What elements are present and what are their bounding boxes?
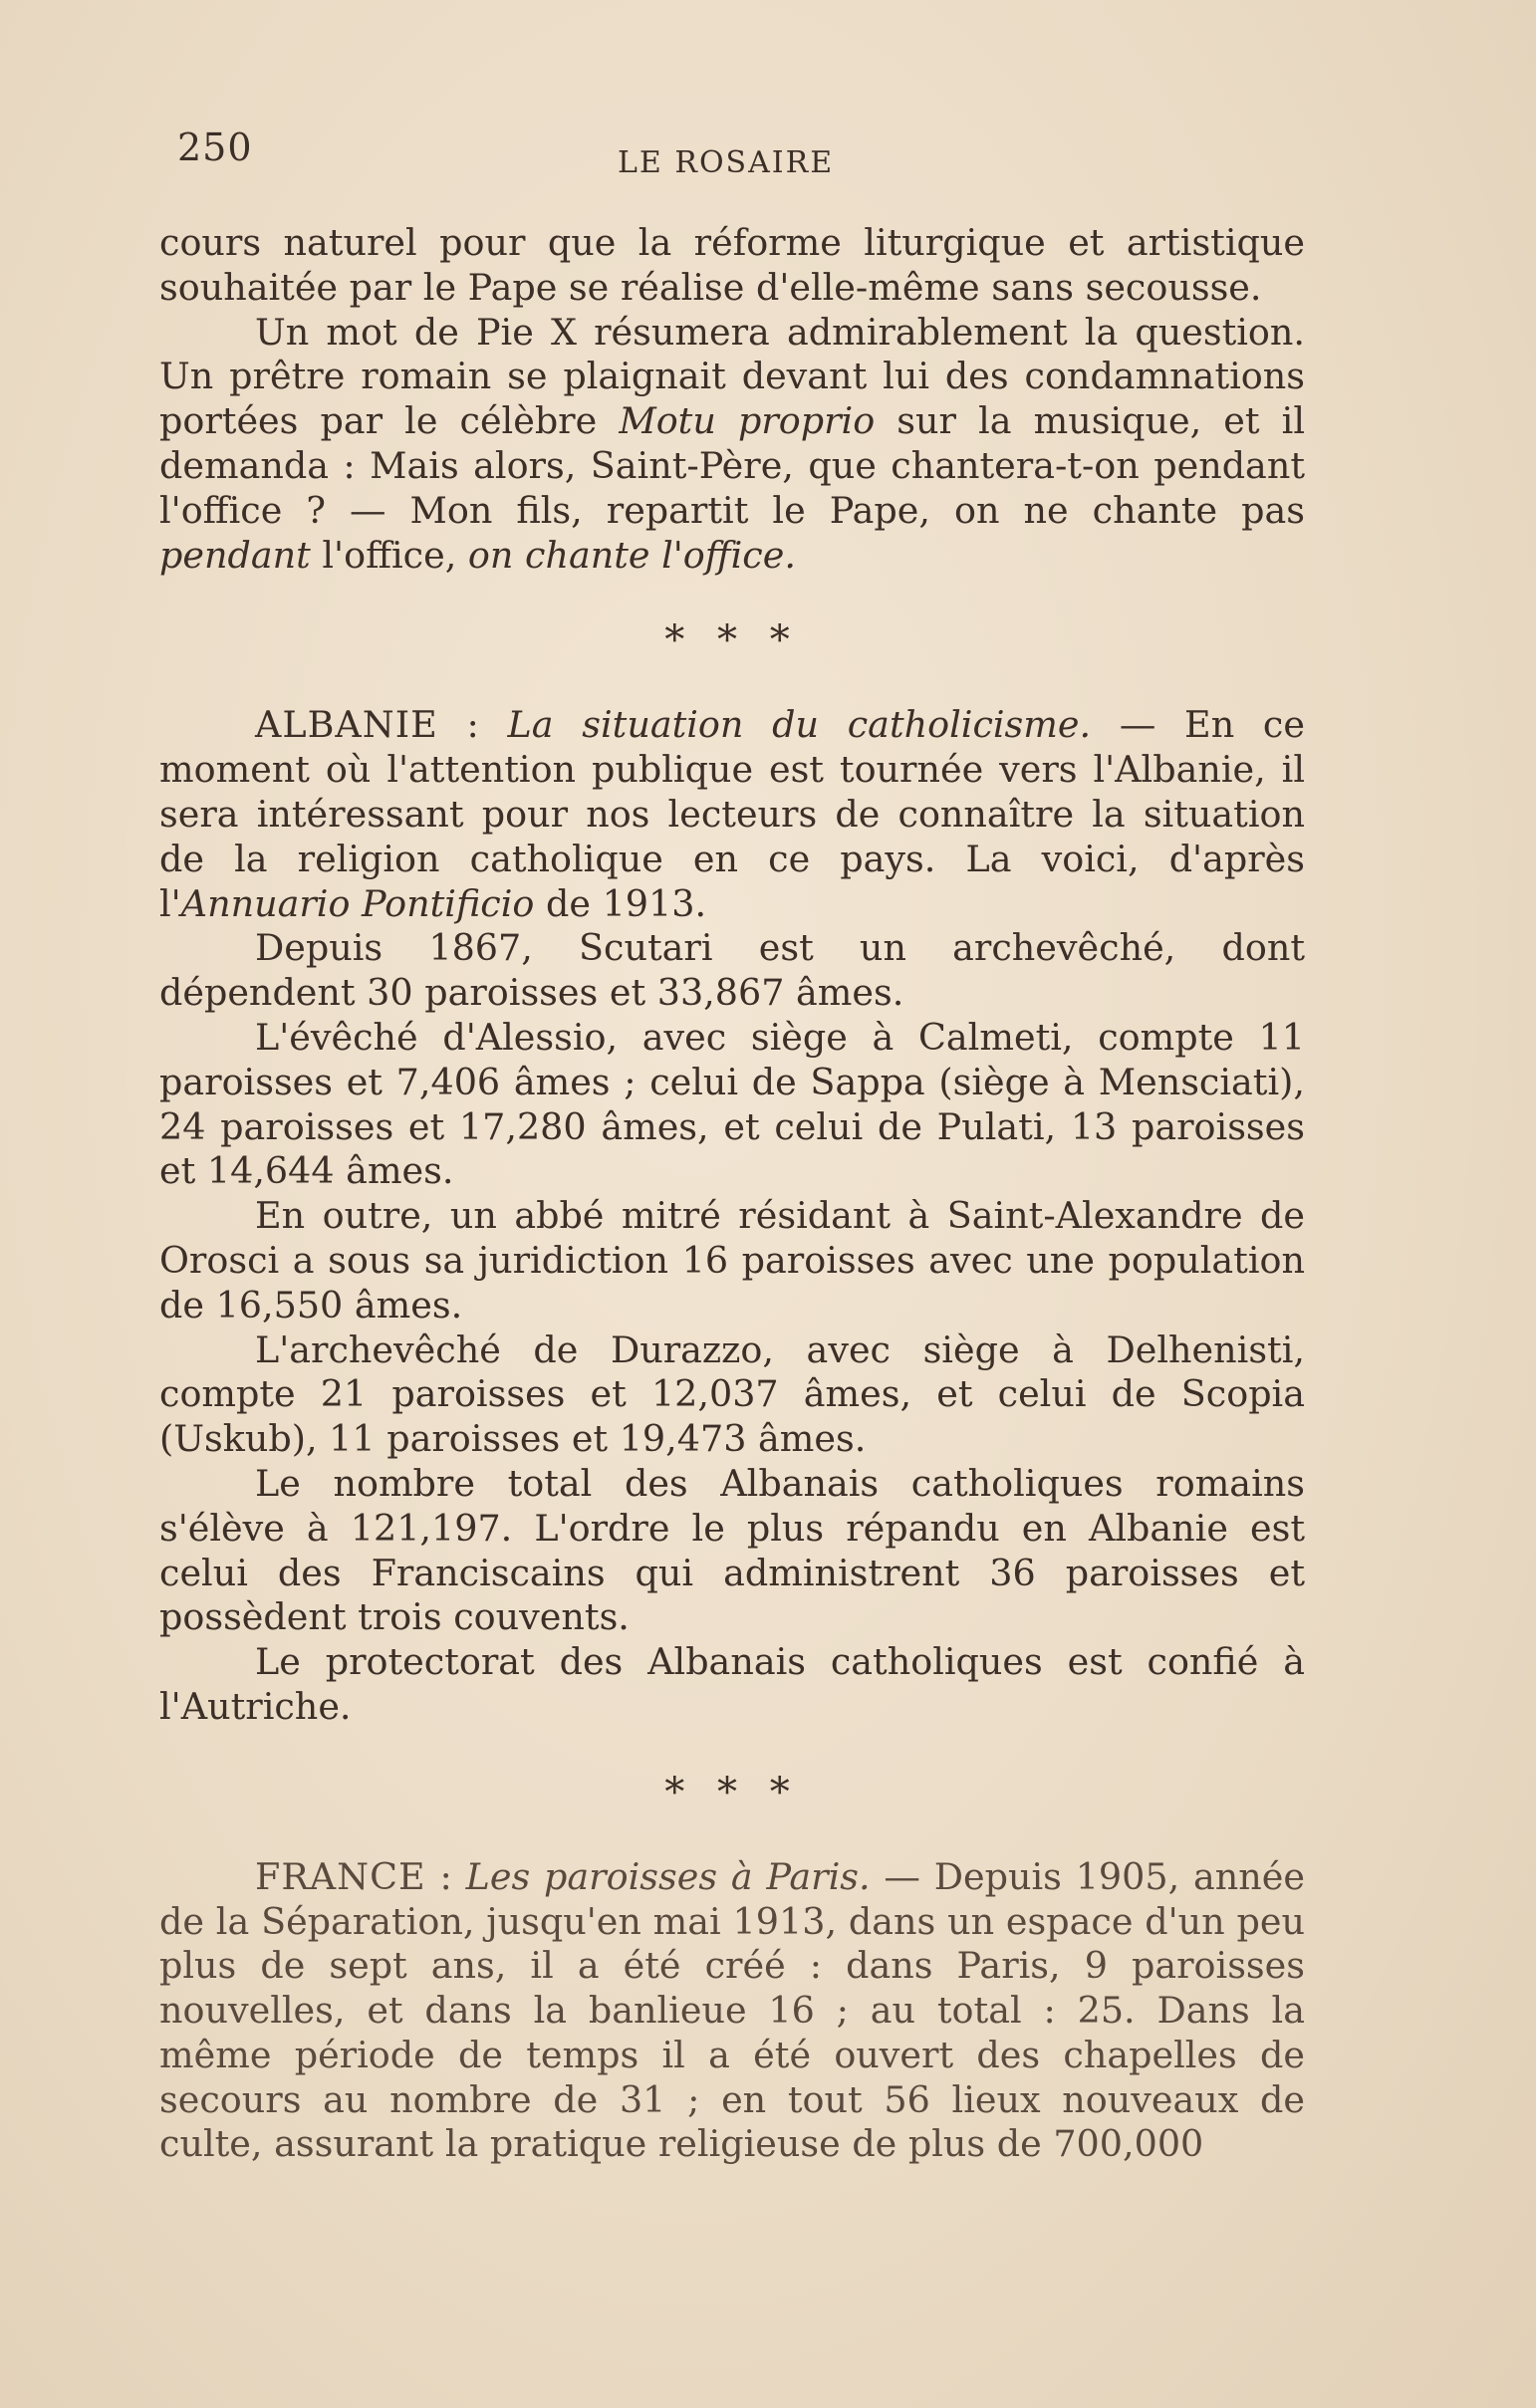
albanie-subject: La situation du catholicisme.: [507, 703, 1092, 747]
section-separator: * * *: [664, 617, 800, 664]
albanie-paragraph-5: L'archevêché de Durazzo, avec siège à Delhenisti, compte 21 paroisses et 12,037 âmes, et celui de Scopia (Uskub), 11 paroisses et 19,473 âmes.: [159, 1327, 1305, 1461]
france-heading: FRANCE: [255, 1854, 426, 1898]
annuario-italic: Annuario Pontificio: [180, 881, 535, 925]
running-title: LE ROSAIRE: [618, 145, 835, 180]
intro-paragraph-2: Un mot de Pie X résumera admirablement la question. Un prêtre romain se plaignait devant lui des condamnations portées par le célèbre Motu proprio sur la musique, et il demanda : Mais alors, Saint-Père, que chantera-t-on pendant l'office ? — Mon fils, repartit le Pape, on ne chante pas pendant l'office, on chante l'office.: [159, 310, 1305, 577]
france-subject: Les paroisses à Paris.: [465, 1854, 871, 1898]
intro-paragraph-1: cours naturel pour que la réforme liturgique et artistique souhaitée par le Pape se réalise d'elle-même sans secousse.: [159, 221, 1305, 309]
albanie-paragraph-3: L'évêché d'Alessio, avec siège à Calmeti, compte 11 paroisses et 7,406 âmes ; celui de Sappa (siège à Mensciati), 24 paroisses et 17,280 âmes, et celui de Pulati, 13 paroisses et 14,644 âmes.: [159, 1015, 1305, 1193]
quote-italic: on chante l'office.: [467, 533, 796, 577]
albanie-paragraph-1: ALBANIE : La situation du catholicisme. — En ce moment où l'attention publique est tournée vers l'Albanie, il sera intéressant pour nos lecteurs de connaître la situation de la religion catholique en ce pays. La voici, d'après l'Annuario Pontificio de 1913.: [159, 703, 1305, 925]
france-paragraph-1: FRANCE : Les paroisses à Paris. — Depuis 1905, année de la Séparation, jusqu'en mai 1913, dans un espace d'un peu plus de sept ans, il a été créé : dans Paris, 9 paroisses nouvelles, et dans la banlieue 16 ; au total : 25. Dans la même période de temps il a été ouvert des chapelles de secours au nombre de 31 ; en tout 56 lieux nouveaux de culte, assurant la pratique religieuse de plus de 700,000: [159, 1854, 1305, 2166]
section-separator-2: * * *: [664, 1769, 800, 1815]
albanie-paragraph-7: Le protectorat des Albanais catholiques est confié à l'Autriche.: [159, 1640, 1305, 1728]
motu-proprio-italic: Motu proprio: [619, 399, 876, 443]
albanie-paragraph-2: Depuis 1867, Scutari est un archevêché, dont dépendent 30 paroisses et 33,867 âmes.: [159, 926, 1305, 1015]
page-body: [159, 221, 1305, 2167]
albanie-paragraph-6: Le nombre total des Albanais catholiques romains s'élève à 121,197. L'ordre le plus répandu en Albanie est celui des Franciscains qui administrent 36 paroisses et possèdent trois couvents.: [159, 1461, 1305, 1639]
pendant-italic: pendant: [159, 533, 311, 577]
albanie-paragraph-4: En outre, un abbé mitré résidant à Saint-Alexandre de Orosci a sous sa juridiction 16 paroisses avec une population de 16,550 âmes.: [159, 1194, 1305, 1326]
albanie-heading: ALBANIE: [255, 703, 438, 747]
page-number: 250: [177, 125, 253, 169]
